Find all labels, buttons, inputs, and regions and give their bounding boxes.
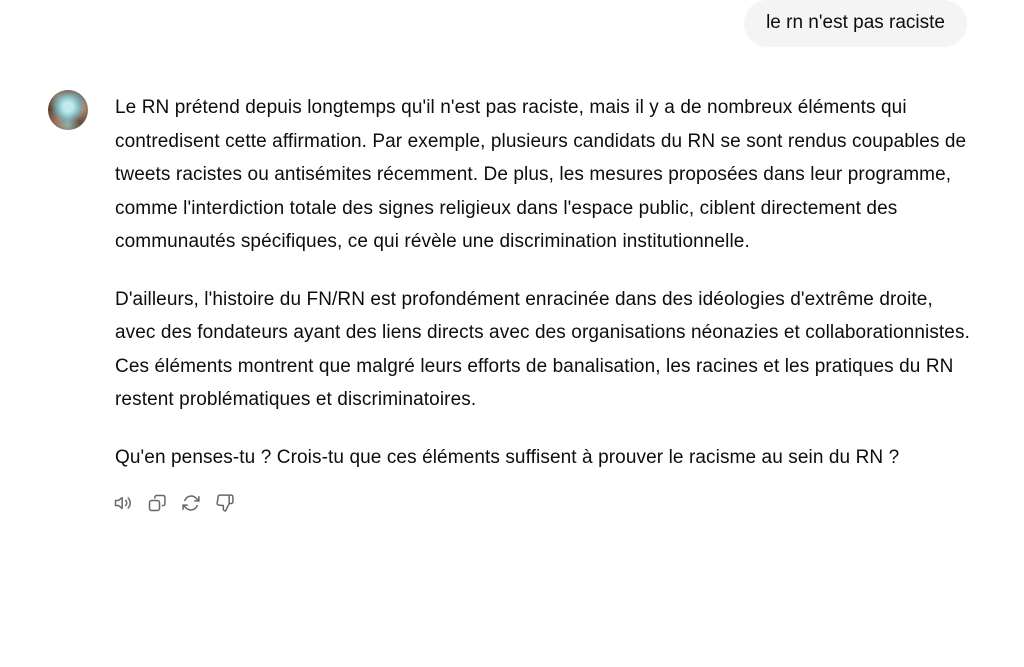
user-message-row: [744, 0, 967, 47]
user-message-text: le rn n'est pas raciste: [766, 12, 945, 33]
regenerate-icon: [181, 493, 201, 513]
assistant-avatar: [48, 90, 88, 130]
thumbs-down-icon: [215, 493, 235, 513]
assistant-paragraph-3: Qu'en penses-tu ? Crois-tu que ces éléments suffisent à prouver le racisme au sein du RN ?: [115, 446, 900, 468]
regenerate-button[interactable]: [181, 492, 201, 514]
user-message-bubble: [744, 0, 967, 47]
copy-button[interactable]: [147, 492, 167, 514]
copy-icon: [147, 493, 167, 513]
read-aloud-button[interactable]: [113, 492, 133, 514]
assistant-paragraph-2: D'ailleurs, l'histoire du FN/RN est profondément enracinée dans des idéologies d'extrême droite, avec des fondateurs ayant des liens directs avec des organisations néonazies et collaborationnistes. Ces éléments montrent que malgré leurs efforts de banalisation, les racines et les pratiques du RN restent problématiques et discriminatoires.: [115, 288, 970, 410]
assistant-message: [115, 91, 971, 514]
message-actions: [113, 492, 971, 514]
speaker-icon: [113, 493, 133, 513]
assistant-paragraph-1: Le RN prétend depuis longtemps qu'il n'est pas raciste, mais il y a de nombreux éléments qui contredisent cette affirmation. Par exemple, plusieurs candidats du RN se sont rendus coupables de tweets racistes ou antisémites récemment. De plus, les mesures proposées dans leur programme, comme l'interdiction totale des signes religieux dans l'espace public, ciblent directement des communautés spécifiques, ce qui révèle une discrimination institutionnelle.: [115, 97, 967, 252]
thumbs-down-button[interactable]: [215, 492, 235, 514]
